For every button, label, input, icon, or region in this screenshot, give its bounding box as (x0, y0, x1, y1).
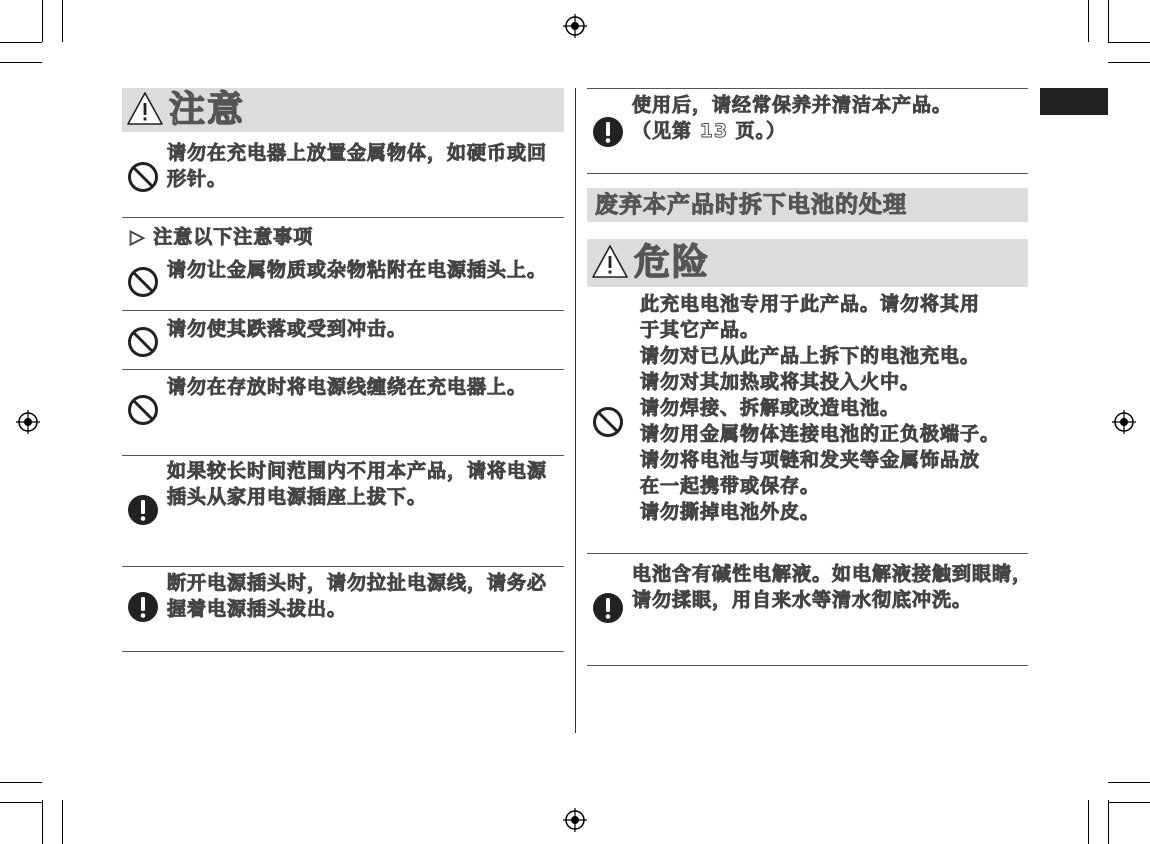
caution-item: 请勿让金属物质或杂物粘附在电源插头上。 (167, 259, 548, 281)
prohibition-icon (592, 406, 624, 438)
caution-item: 请勿在存放时将电源线缠绕在充电器上。 (167, 376, 528, 398)
crop-mark (1088, 800, 1089, 844)
divider (122, 217, 564, 218)
caution-item: 断开电源插头时，请勿拉扯电源线，请务必握着电源插头拔出。 (167, 572, 548, 620)
caution-item: 如果较长时间范围内不用本产品，请将电源插头从家用电源插座上拔下。 (167, 460, 548, 508)
mandatory-icon (592, 592, 624, 624)
danger-banner (587, 239, 1028, 287)
mandatory-icon (127, 494, 159, 526)
divider (587, 88, 1028, 89)
section-heading: 废弃本产品时拆下电池的处理 (587, 188, 1028, 222)
note-heading: ▷ 注意以下注意事项 (130, 226, 314, 248)
mandatory-icon (127, 591, 159, 623)
divider (122, 651, 564, 652)
electrolyte-warning: 电池含有碱性电解液。如电解液接触到眼睛，请勿揉眼，用自来水等清水彻底冲洗。 (632, 563, 1033, 611)
divider (122, 566, 564, 567)
crop-mark (42, 0, 43, 42)
prohibition-icon (127, 394, 159, 426)
crop-mark (1088, 0, 1089, 42)
warning-triangle-icon (126, 91, 164, 127)
column-divider (575, 88, 576, 733)
danger-title: 危险 (634, 242, 711, 283)
crop-mark (0, 782, 42, 783)
divider (587, 553, 1028, 554)
divider (122, 455, 564, 456)
crop-mark (1108, 782, 1150, 783)
registration-mark-icon (563, 14, 587, 38)
divider (587, 665, 1028, 666)
crop-mark (1108, 42, 1150, 43)
registration-mark-icon (563, 808, 587, 832)
caution-banner (122, 88, 564, 132)
divider (587, 173, 1028, 174)
language-tab (1040, 88, 1108, 115)
crop-mark (42, 800, 43, 844)
maintenance-text: 使用后，请经常保养并清洁本产品。 （见第 13 页。） (632, 94, 953, 142)
registration-mark-icon (1112, 410, 1136, 434)
divider (122, 310, 564, 311)
warning-triangle-icon (591, 244, 629, 280)
crop-mark (1108, 0, 1109, 42)
caution-title: 注意 (169, 89, 246, 130)
crop-mark (1108, 800, 1109, 844)
crop-mark (1108, 62, 1150, 63)
warning-text: 请勿在充电器上放置金属物体，如硬币或回形针。 (167, 142, 548, 190)
prohibition-icon (127, 161, 159, 193)
mandatory-icon (592, 116, 624, 148)
registration-mark-icon (16, 410, 40, 434)
divider (122, 369, 564, 370)
caution-item: 请勿使其跌落或受到冲击。 (167, 318, 408, 340)
crop-mark (62, 0, 63, 42)
danger-list: 此充电电池专用于此产品。请勿将其用 于其它产品。 请勿对已从此产品上拆下的电池充电。 请勿对其加热或将其投入火中。 请勿焊接、拆解或改造电池。 请勿用金属物体连接电池的正负极端子。 请勿将电池与项链和发夹等金属饰品放 在一起携带或保存。 请勿撕掉电池外皮。 (640, 293, 1001, 523)
crop-mark (0, 62, 42, 63)
crop-mark (1108, 802, 1150, 803)
crop-mark (0, 42, 42, 43)
crop-mark (62, 800, 63, 844)
prohibition-icon (127, 266, 159, 298)
prohibition-icon (127, 326, 159, 358)
crop-mark (0, 802, 42, 803)
